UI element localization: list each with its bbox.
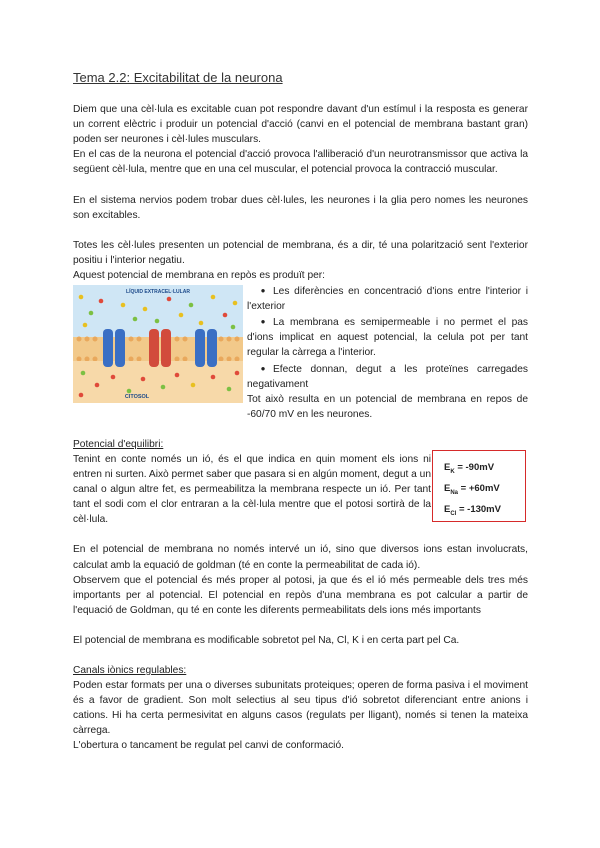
bullet-icon: ● <box>260 317 266 327</box>
paragraph: En el cas de la neurona el potencial d'acció provoca l'alliberació d'un neurotransmissor que activa la següent cèl·lula, mentre que en una cel muscular, el potencial provoca la contracció muscular. <box>73 149 528 176</box>
bullet-list <box>247 283 528 392</box>
cytosol-region <box>73 361 243 403</box>
paragraph: Observem que el potencial és més proper al potosi, ja que és el ió més permeable dels tres més importants per al potencial. El potencial en repòs d'una membrana es pot calcular a partir de l'equació de Goldman, qu té en conte les diferents permeabilitats dels ions més importants <box>73 574 528 616</box>
list-item: ● Les diferències en concentració d'ions entre l'interior i l'exterior <box>247 283 528 314</box>
equilibrium-section <box>73 437 528 528</box>
page-title: Tema 2.2: Excitabilitat de la neurona <box>73 70 283 85</box>
equation-na: $E_{Na} = +60mV$ <box>444 482 500 496</box>
paragraph: Poden estar formats per una o diverses subunitats proteiques; operen de forma pasiva i el moviment és a favor de gradient. Son molt selectius al seu tipus d'ió sobretot diferenciant entre anions i cations. Hi ha certa permesivitat en alguns casos (regulats per lligant), només si tenen la mateixa càrrega. <box>73 680 528 737</box>
paragraph: L'obertura o tancament be regulat pel canvi de conformació. <box>73 740 344 752</box>
paragraph: Tenint en conte només un ió, és el que indica en quin moment els ions ni entren ni surten. Això permet saber que pasara si en algún moment, degut a un canal o algun altre fet, es permeabilitza la membrana respecte un ió. Per tant tant el sodi com el clor entraran a la cèl·lula mentre que el potosi sortirà de la cèl·lula. <box>73 453 431 526</box>
paragraph: En el potencial de membrana no només intervé un ió, sino que diversos ions estan involucrats, calculat amb la equació de goldman (té en conte la permeabilitat de cada ió). <box>73 544 528 571</box>
membrane-section <box>73 283 528 422</box>
section-heading: Canals iònics regulables: <box>73 665 187 676</box>
equilibrium-potentials-box <box>432 450 526 522</box>
paragraph: Aquest potencial de membrana en repòs es produït per: <box>73 269 326 281</box>
paragraph: El potencial de membrana es modificable sobretot pel Na, Cl, K i en certa part pel Ca. <box>73 634 460 646</box>
paragraph: Diem que una cèl·lula es excitable cuan pot respondre davant d'un estímul i la resposta es generar un corrent elèctric i produir un potencial d'acció (canvi en el potencial de membrana bastant gran) poden ser neurones i cèl·lules musculars. <box>73 104 528 146</box>
equation-k: $E_K = -90mV$ <box>444 461 495 475</box>
equation-cl: $E_{Cl} = -130mV$ <box>444 503 501 517</box>
bullet-icon: ● <box>260 363 266 373</box>
list-item: ● Efecte donnan, degut a les proteïnes carregades negativament <box>247 361 528 392</box>
extracellular-label: LÍQUID EXTRACEL·LULAR <box>126 289 190 296</box>
list-item: ● La membrana es semipermeable i no permet el pas d'ions implicat en aquest potencial, la celula pot per tant regular la càrrega a l'interior. <box>247 314 528 360</box>
document-page <box>73 70 528 754</box>
membrane-figure <box>73 285 243 403</box>
section-heading: Potencial d'equilibri: <box>73 438 164 450</box>
paragraph: En el sistema nervios podem trobar dues cèl·lules, les neurones i la glia pero nomes les neurones son excitables. <box>73 194 528 221</box>
cytosol-label: CITOSOL <box>124 394 150 401</box>
paragraph: Totes les cèl·lules presenten un potencial de membrana, és a dir, té una polarització sent l'exterior positiu i l'interior negatiu. <box>73 239 528 266</box>
paragraph: Tot això resulta en un potencial de membrana en repos de -60/70 mV en les neurones. <box>247 393 528 420</box>
bullet-icon: ● <box>260 286 266 296</box>
